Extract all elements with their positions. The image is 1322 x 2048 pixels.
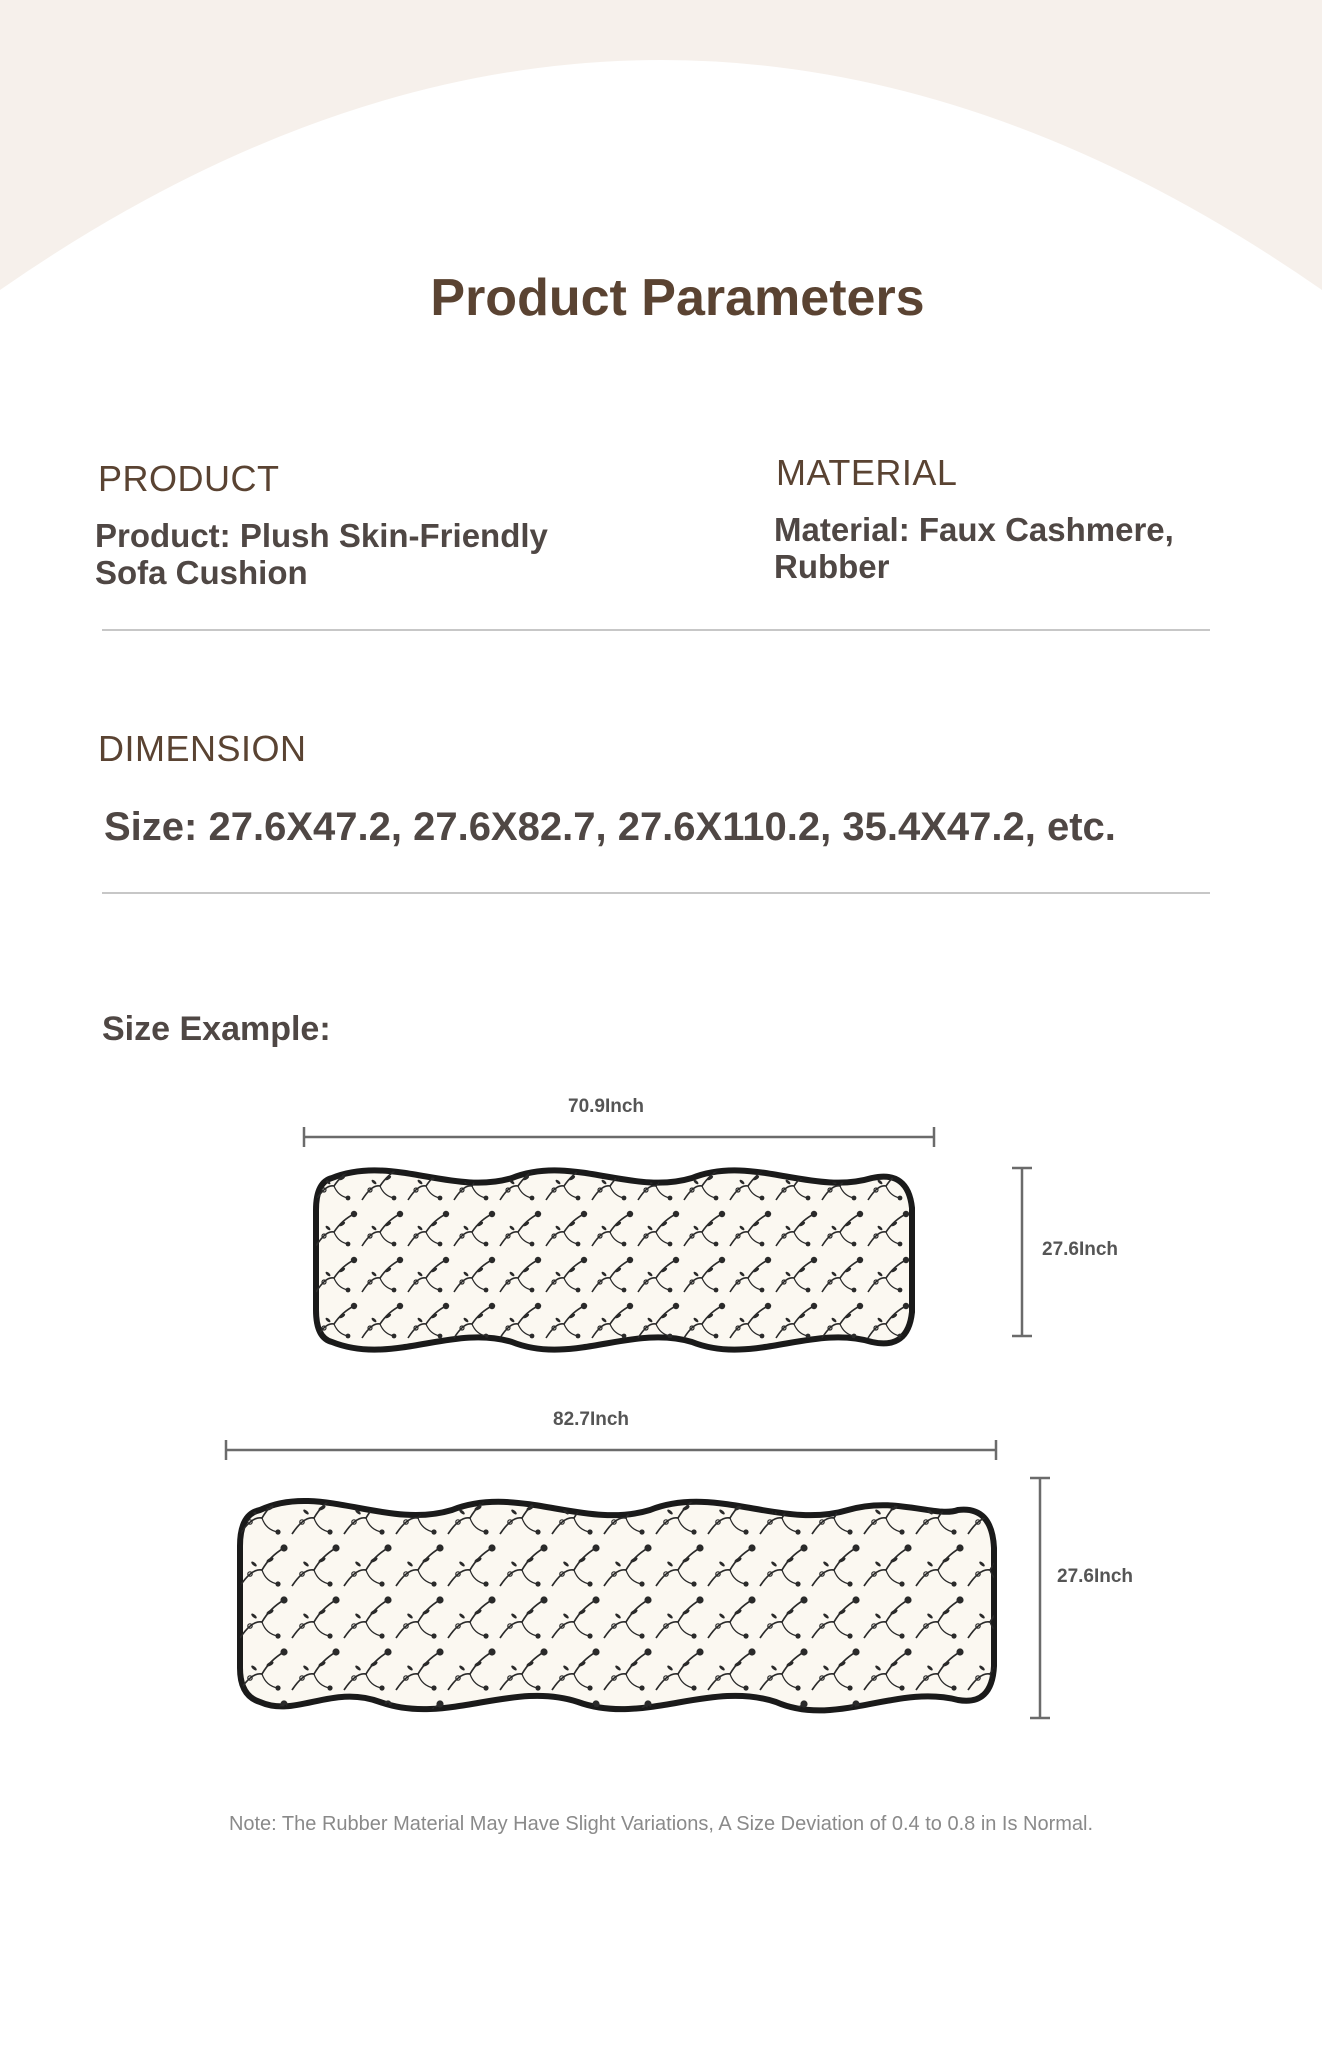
dimension-value: Size: 27.6X47.2, 27.6X82.7, 27.6X110.2, 35.4X47.2, etc. <box>104 805 1116 849</box>
height-label: 27.6Inch <box>1042 1239 1119 1260</box>
height-dimension-line <box>1006 1164 1038 1340</box>
height-label: 27.6Inch <box>1057 1566 1134 1587</box>
cushion-mat-image <box>312 1160 932 1360</box>
divider <box>102 629 1210 631</box>
width-dimension-line <box>298 1124 938 1154</box>
height-dimension-line <box>1024 1474 1056 1722</box>
page-title: Product Parameters <box>430 269 925 327</box>
material-value: Material: Faux Cashmere, Rubber <box>774 511 1174 585</box>
divider <box>102 892 1210 894</box>
size-example-heading: Size Example: <box>102 1010 331 1048</box>
width-label: 82.7Inch <box>553 1409 630 1430</box>
dimension-label: DIMENSION <box>98 728 307 769</box>
cushion-mat-image <box>236 1488 998 1724</box>
width-label: 70.9Inch <box>568 1096 645 1117</box>
product-label: PRODUCT <box>98 458 280 499</box>
product-value: Product: Plush Skin-Friendly Sofa Cushion <box>95 517 548 591</box>
note-text: Note: The Rubber Material May Have Slight Variations, A Size Deviation of 0.4 to 0.8 in Is Normal. <box>228 1813 1094 1835</box>
material-label: MATERIAL <box>776 452 958 493</box>
width-dimension-line <box>220 1437 1000 1467</box>
